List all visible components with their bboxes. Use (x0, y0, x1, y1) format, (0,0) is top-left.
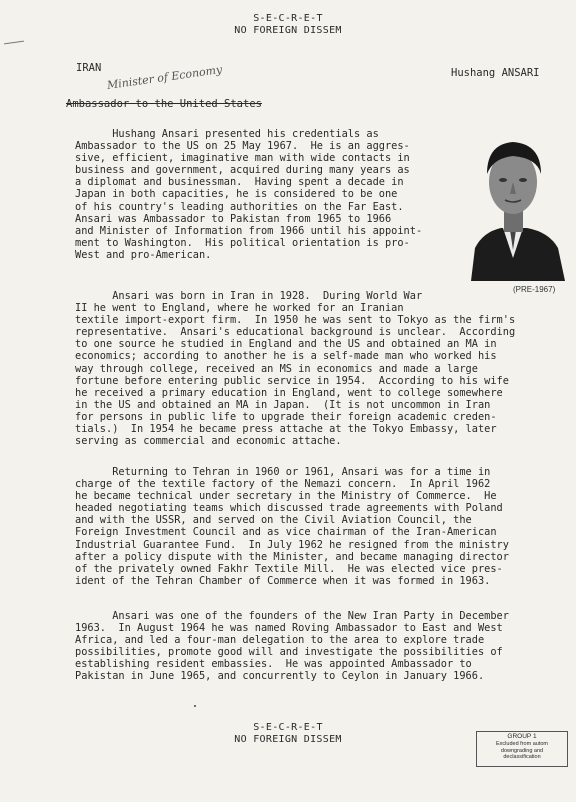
paragraph-credentials: Hushang Ansari presented his credentials as Ambassador to the US on 25 May 1967. He is an aggres- sive, efficient, imaginative man with wide contacts in business and government, acquired during many years as a diplomat and businessman. Having spent a decade in Japan in both capacities, he is considered to be one of his country's leading authorities on the Far East. Ansari was Ambassador to Pakistan from 1965 to 1966 and Minister of Information from 1966 until his appoint- ment to Washington. His political orientation is pro- West and pro-American. (75, 128, 423, 261)
photo-caption: (PRE-1967) (513, 285, 556, 294)
paragraph-ambassador: Ansari was one of the founders of the New Iran Party in December 1963. In August 1964 he was named Roving Ambassador to East and West Africa, and led a four-man delegation to the area to explore trade possibilities, promote good will and investigate the possibilities of establishing resident embassies. He was appointed Ambassador to Pakistan in June 1965, and concurrently to Ceylon in January 1966. (75, 610, 509, 683)
portrait-image (461, 132, 568, 281)
header-classification (0, 13, 576, 37)
declassification-stamp (476, 731, 568, 767)
stamp-group: GROUP 1 (507, 733, 537, 740)
footer-secret-label: S-E-C-R-E-T (253, 722, 323, 733)
margin-pen-mark (4, 41, 24, 45)
subject-name: Hushang ANSARI (451, 67, 540, 79)
footer-dissem-label: NO FOREIGN DISSEM (234, 734, 342, 745)
paragraph-background: Ansari was born in Iran in 1928. During World War II he went to England, where he worked for an Iranian textile import-export firm. In 1950 he was sent to Tokyo as the firm's representative. Ansari's educational background is unclear. According to one source he studied in England and the US and obtained an MA in economics; according to another he is a self-made man who worked his way through college, received an MS in economics and made a large fortune before entering public service in 1954. According to his wife he received a primary education in England, went to college somewhere in the US and obtained an MA in Japan. (It is not uncommon in Iran for persons in public life to upgrade their foreign academic creden- tials.) In 1954 he became press attache at the Tokyo Embassy, later serving as commercial and economic attache. (75, 290, 516, 448)
country-label: IRAN (76, 62, 102, 74)
page-speck (194, 705, 196, 707)
header-dissem-label: NO FOREIGN DISSEM (234, 25, 342, 36)
header-secret-label: S-E-C-R-E-T (253, 13, 323, 24)
handwritten-title: Minister of Economy (106, 62, 223, 92)
stamp-line-3: declassification (503, 754, 541, 760)
paragraph-tehran-career: Returning to Tehran in 1960 or 1961, Ansari was for a time in charge of the textile factory of the Nemazi concern. In April 1962 he became technical under secretary in the Ministry of Commerce. He headed negotiating teams which discussed trade agreements with Poland and with the USSR, and served on the Civil Aviation Council, the Foreign Investment Council and as vice chairman of the Iran-American Industrial Guarantee Fund. In July 1962 he resigned from the ministry after a policy dispute with the Minister, and became managing director of the privately owned Fakhr Textile Mill. He was elected vice pres- ident of the Tehran Chamber of Commerce when it was formed in 1963. (75, 466, 509, 587)
portrait-photo (461, 132, 568, 281)
stamp-line-2: downgrading and (500, 747, 544, 754)
struck-title: Ambassador to the United States (66, 98, 262, 110)
stamp-line-1: Excluded from autom (496, 741, 548, 747)
